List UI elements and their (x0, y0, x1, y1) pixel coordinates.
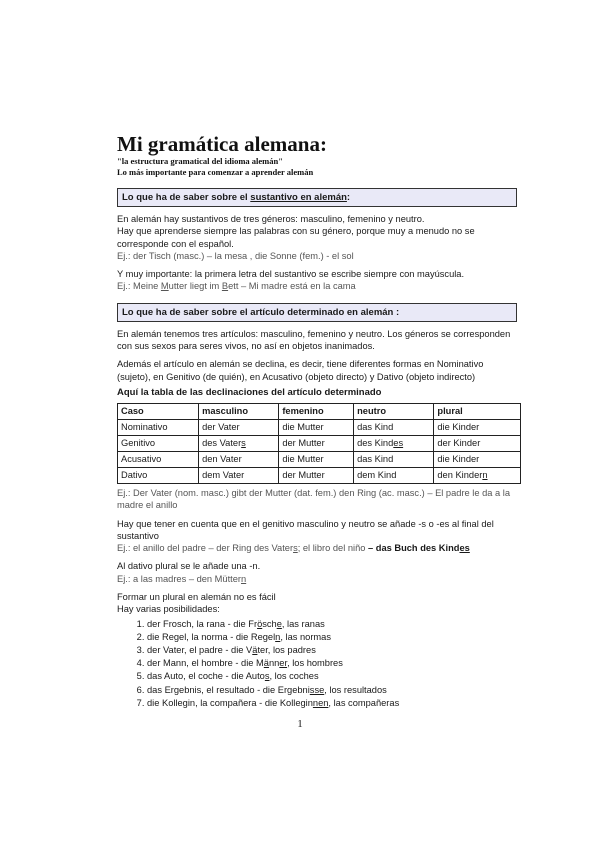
cell-text: des Vater (202, 438, 242, 449)
table-cell: der Vater (199, 419, 279, 435)
table-cell: die Mutter (279, 419, 354, 435)
table-cell: den Vater (199, 451, 279, 467)
table-cell: die Kinder (434, 451, 521, 467)
header-cell: plural (434, 403, 521, 419)
paragraph: Hay varias posibilidades: (117, 604, 220, 615)
table-cell: dem Kind (354, 467, 434, 483)
table-cell: der Mutter (279, 435, 354, 451)
paragraph: Además el artículo en alemán se declina, es decir, tiene diferentes formas en Nominativo (sujeto), en Genitivo (de quién), en Acusativo (objeto directo) y Dativo (objeto indirecto) (117, 359, 484, 382)
item-text: , las normas (280, 631, 331, 642)
document-page (117, 132, 517, 710)
example-highlight: M (160, 281, 169, 292)
table-cell: Nominativo (118, 419, 199, 435)
table-cell (199, 435, 279, 451)
table-cell: die Mutter (279, 451, 354, 467)
example (117, 280, 517, 292)
item-text: nn (268, 658, 280, 669)
example-text: – das Buch des Kind (368, 543, 460, 554)
table-cell: das Kind (354, 419, 434, 435)
item-text: ter (257, 645, 268, 656)
table-cell (434, 467, 521, 483)
example-text: ett – Mi madre está en la cama (228, 281, 356, 292)
table-cell: Genitivo (118, 435, 199, 451)
page-title: Mi gramática alemana: (117, 132, 327, 156)
table-cell: der Mutter (279, 467, 354, 483)
example (117, 573, 517, 585)
example-text: Ej.: a las madres – den Mütter (117, 573, 242, 584)
example-highlight: es (459, 543, 470, 554)
item-text: das Ergebnis, el resultado - die Ergebni (147, 684, 310, 695)
table-cell: das Kind (354, 451, 434, 467)
table-cell (354, 435, 434, 451)
cell-ending: es (393, 438, 404, 449)
item-text: , los hombres (287, 658, 343, 669)
subtitle-intro: Lo más importante para comenzar a aprender alemán (117, 167, 314, 177)
list-item (147, 684, 517, 697)
example: Ej.: der Tisch (masc.) – la mesa , die Sonne (fem.) - el sol (117, 250, 354, 261)
page-number: 1 (297, 718, 303, 730)
list-item (147, 670, 517, 683)
example-text: Ej.: Meine (117, 281, 161, 292)
list-item (147, 618, 517, 631)
item-text: das Auto, el coche - die Auto (147, 671, 265, 682)
table-row (118, 467, 521, 483)
item-text: , los coches (269, 671, 319, 682)
table-cell: die Kinder (434, 419, 521, 435)
cell-text: den Kinder (437, 470, 483, 481)
example: Ej.: Der Vater (nom. masc.) gibt der Mutter (dat. fem.) den Ring (ac. masc.) – El padre le da a la madre el anillo (117, 487, 511, 511)
table-row (118, 435, 521, 451)
declension-table (117, 403, 521, 484)
section-heading-article: Lo que ha de saber sobre el artículo determinado en alemán : (117, 303, 517, 322)
item-change: n (275, 631, 281, 642)
item-change: ä (263, 658, 269, 669)
table-title: Aquí la tabla de las declinaciones del artículo determinado (117, 386, 382, 398)
header-cell: Caso (118, 403, 199, 419)
table-cell: Dativo (118, 467, 199, 483)
table-row (118, 451, 521, 467)
example-highlight: s (293, 543, 298, 554)
cell-ending: s (241, 438, 246, 449)
heading-colon: : (346, 192, 351, 203)
item-text: der Frosch, la rana - die Fr (147, 618, 258, 629)
list-item (147, 644, 517, 657)
table-cell: der Kinder (434, 435, 521, 451)
paragraph: Hay que tener en cuenta que en el genitivo masculino y neutro se añade -s o -es al final del sustantivo (117, 518, 494, 541)
item-text: , los padres (267, 645, 316, 656)
table-cell: Acusativo (118, 451, 199, 467)
cell-ending: n (482, 470, 488, 481)
item-change: ä (252, 645, 258, 656)
header-cell: femenino (279, 403, 354, 419)
list-item (147, 657, 517, 670)
item-text: , los resultados (324, 684, 387, 695)
item-change: er (279, 658, 288, 669)
item-text: , las compañeras (328, 697, 400, 708)
item-change: s (264, 671, 270, 682)
paragraph: Formar un plural en alemán no es fácil (117, 592, 276, 603)
paragraph: Y muy importante: la primera letra del sustantivo se escribe siempre con mayúscula. (117, 269, 465, 280)
example (117, 542, 517, 554)
subtitle-quote: "la estructura gramatical del idioma alemán" (117, 156, 283, 166)
item-change: e (276, 618, 282, 629)
example-text: Ej.: el anillo del padre – der Ring des Vater (117, 543, 294, 554)
table-row (118, 419, 521, 435)
example-highlight: n (241, 573, 247, 584)
paragraph: Al dativo plural se le añade una -n. (117, 561, 261, 572)
item-text: , las ranas (281, 618, 325, 629)
paragraph: En alemán hay sustantivos de tres géneros: masculino, femenino y neutro. (117, 214, 425, 224)
heading-link: sustantivo en alemán (250, 192, 347, 203)
item-change: sse (309, 684, 325, 695)
item-change: ö (257, 618, 263, 629)
example-text: ; el libro del niño (297, 543, 369, 554)
item-change: nen (312, 697, 329, 708)
example-text: utter liegt im (168, 281, 222, 292)
header-cell: masculino (199, 403, 279, 419)
plural-list (117, 618, 517, 710)
header-cell: neutro (354, 403, 434, 419)
item-text: die Kollegin, la compañera - die Kollegin (147, 697, 313, 708)
paragraph: Hay que aprenderse siempre las palabras con su género, porque muy a menudo no se corresponde con el español. (117, 226, 475, 249)
item-text: der Mann, el hombre - die M (147, 658, 264, 669)
heading-text: Lo que ha de saber sobre el (122, 192, 251, 203)
section-heading-noun (117, 188, 517, 207)
table-cell: dem Vater (199, 467, 279, 483)
item-text: die Regel, la norma - die Regel (147, 631, 276, 642)
cell-text: des Kind (357, 438, 394, 449)
list-item (147, 631, 517, 644)
paragraph: En alemán tenemos tres artículos: masculino, femenino y neutro. Los géneros se corresponden con sus sexos para seres vivos, no así en objetos inanimados. (117, 328, 511, 352)
item-text: sch (262, 618, 277, 629)
list-item (147, 697, 517, 710)
item-text: der Vater, el padre - die V (147, 645, 253, 656)
example-highlight: B (221, 281, 229, 292)
table-header-row (118, 403, 521, 419)
